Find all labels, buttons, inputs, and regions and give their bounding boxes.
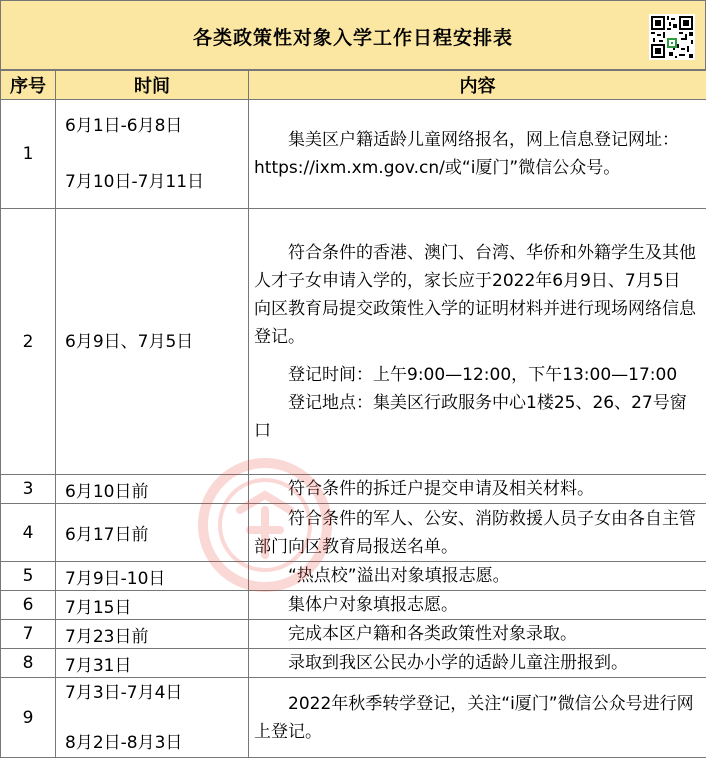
row-num: 4	[1, 504, 56, 562]
table-row	[1, 562, 706, 591]
header-num: 序号	[1, 71, 56, 100]
qr-code-icon	[649, 14, 695, 60]
header-content: 内容	[249, 71, 706, 100]
table-row	[1, 209, 706, 475]
content-paragraph: 符合条件的香港、澳门、台湾、华侨和外籍学生及其他人才子女申请入学的，家长应于2022年6月9日、7月5日向区教育局提交政策性入学的证明材料并进行现场网络信息登记。	[254, 242, 696, 347]
page-title: 各类政策性对象入学工作日程安排表	[192, 27, 513, 49]
row-content	[249, 504, 706, 562]
header-time: 时间	[56, 71, 249, 100]
time-line: 7月10日-7月11日	[65, 172, 205, 192]
content-paragraph: 2022年秋季转学登记，关注“i厦门”微信公众号进行网上登记。	[254, 693, 694, 742]
content-paragraph: “热点校”溢出对象填报志愿。	[288, 566, 510, 586]
row-content	[249, 100, 706, 209]
row-time	[56, 100, 249, 209]
time-line: 6月1日-6月8日	[65, 116, 183, 136]
content-paragraph: 登记地点：集美区行政服务中心1楼25、26、27号窗口	[254, 392, 687, 441]
content-paragraph: 录取到我区公民办小学的适龄儿童注册报到。	[288, 653, 628, 673]
row-num: 3	[1, 475, 56, 504]
content-paragraph: 符合条件的拆迁户提交申请及相关材料。	[288, 479, 594, 499]
table-row	[1, 620, 706, 649]
table-row	[1, 591, 706, 620]
row-time	[56, 678, 249, 758]
content-paragraph: 符合条件的军人、公安、消防救援人员子女由各自主管部门向区教育局报送名单。	[254, 508, 696, 557]
row-num: 5	[1, 562, 56, 591]
time-line: 8月2日-8月3日	[65, 732, 183, 753]
row-num: 6	[1, 591, 56, 620]
row-time: 7月23日前	[56, 620, 249, 649]
schedule-table	[0, 70, 706, 758]
time-line: 7月3日-7月4日	[65, 682, 183, 703]
row-num: 9	[1, 678, 56, 758]
row-content	[249, 620, 706, 649]
row-content	[249, 209, 706, 475]
table-row	[1, 100, 706, 209]
content-paragraph: 完成本区户籍和各类政策性对象录取。	[288, 624, 577, 644]
table-row	[1, 649, 706, 678]
row-content	[249, 591, 706, 620]
row-content	[249, 562, 706, 591]
table-row	[1, 475, 706, 504]
row-time: 7月15日	[56, 591, 249, 620]
row-time: 6月17日前	[56, 504, 249, 562]
row-content	[249, 649, 706, 678]
table-row	[1, 678, 706, 758]
content-paragraph: 登记时间：上午9:00—12:00，下午13:00—17:00	[288, 364, 678, 385]
row-content	[249, 475, 706, 504]
content-paragraph: 集美区户籍适龄儿童网络报名，网上信息登记网址：https://ixm.xm.gov.cn/或“i厦门”微信公众号。	[254, 130, 679, 178]
row-num: 8	[1, 649, 56, 678]
row-time	[56, 209, 249, 475]
table-row	[1, 504, 706, 562]
row-time: 6月10日前	[56, 475, 249, 504]
row-time: 7月31日	[56, 649, 249, 678]
row-num: 2	[1, 209, 56, 475]
content-paragraph: 集体户对象填报志愿。	[288, 595, 458, 615]
row-content	[249, 678, 706, 758]
row-num: 7	[1, 620, 56, 649]
title-bar	[0, 0, 706, 70]
row-num: 1	[1, 100, 56, 209]
time-line: 6月9日、7月5日	[65, 331, 194, 352]
row-time: 7月9日-10日	[56, 562, 249, 591]
header-row	[1, 71, 706, 100]
